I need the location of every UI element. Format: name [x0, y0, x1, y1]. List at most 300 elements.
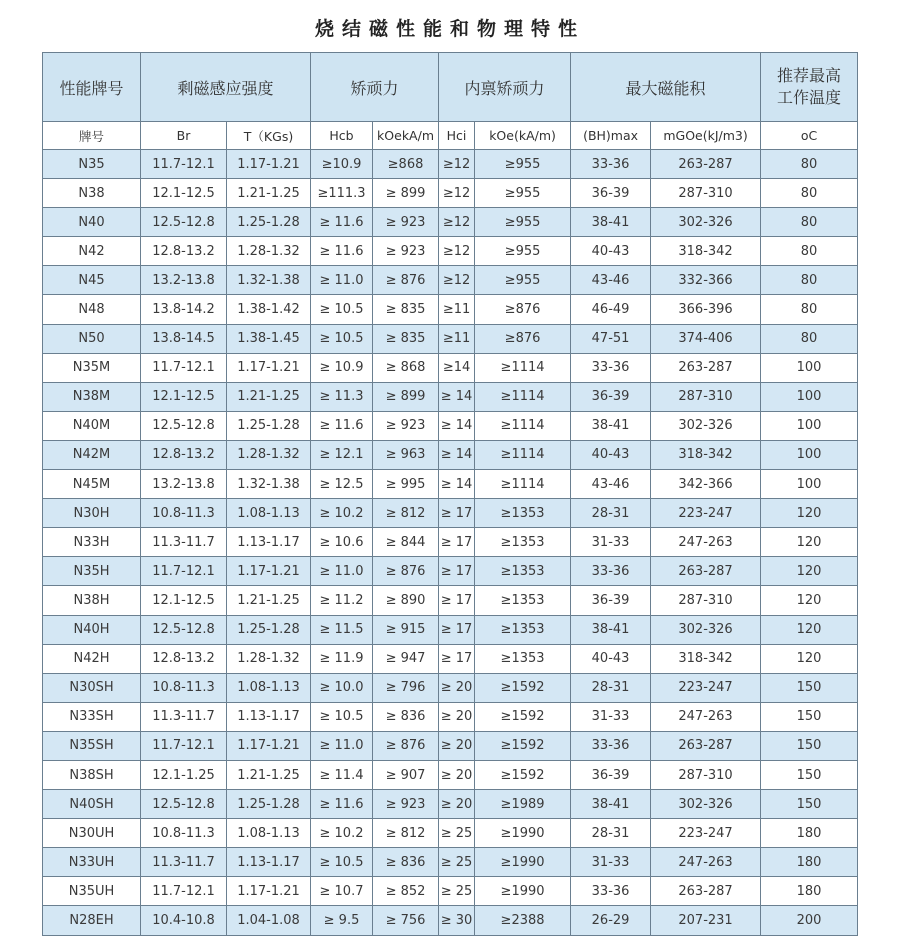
cell-br: 11.3-11.7 — [141, 702, 227, 731]
cell-mgoe: 263-287 — [651, 150, 761, 179]
cell-hcb-koe: ≥ 876 — [373, 266, 439, 295]
cell-mgoe: 287-310 — [651, 586, 761, 615]
cell-hci-koe: ≥2388 — [475, 906, 571, 935]
cell-mgoe: 247-263 — [651, 702, 761, 731]
cell-hci-koe: ≥1989 — [475, 790, 571, 819]
table-row — [43, 877, 858, 906]
cell-br: 10.4-10.8 — [141, 906, 227, 935]
cell-bhmax: 40-43 — [571, 644, 651, 673]
cell-temp: 150 — [761, 702, 858, 731]
cell-hcb: ≥ 10.2 — [311, 819, 373, 848]
cell-br: 12.8-13.2 — [141, 644, 227, 673]
cell-hcb-koe: ≥ 844 — [373, 528, 439, 557]
cell-grade: N30SH — [43, 673, 141, 702]
cell-hci: ≥ 17 — [439, 499, 475, 528]
cell-temp: 80 — [761, 266, 858, 295]
cell-hci-koe: ≥1353 — [475, 557, 571, 586]
cell-br: 11.3-11.7 — [141, 848, 227, 877]
cell-temp: 80 — [761, 179, 858, 208]
cell-t: 1.08-1.13 — [227, 673, 311, 702]
cell-temp: 120 — [761, 499, 858, 528]
cell-hci: ≥12 — [439, 179, 475, 208]
cell-grade: N45 — [43, 266, 141, 295]
cell-hcb: ≥ 11.6 — [311, 237, 373, 266]
cell-br: 12.8-13.2 — [141, 440, 227, 469]
cell-temp: 120 — [761, 586, 858, 615]
cell-t: 1.21-1.25 — [227, 760, 311, 789]
cell-hcb: ≥ 10.6 — [311, 528, 373, 557]
cell-hcb: ≥ 11.3 — [311, 382, 373, 411]
cell-mgoe: 374-406 — [651, 324, 761, 353]
cell-hcb: ≥ 11.4 — [311, 760, 373, 789]
cell-mgoe: 287-310 — [651, 760, 761, 789]
cell-bhmax: 43-46 — [571, 470, 651, 499]
cell-hci: ≥ 20 — [439, 673, 475, 702]
cell-hci-koe: ≥876 — [475, 324, 571, 353]
cell-bhmax: 31-33 — [571, 702, 651, 731]
cell-grade: N30UH — [43, 819, 141, 848]
cell-hci: ≥ 14 — [439, 470, 475, 499]
cell-br: 12.5-12.8 — [141, 208, 227, 237]
cell-br: 12.5-12.8 — [141, 615, 227, 644]
cell-hcb-koe: ≥ 899 — [373, 382, 439, 411]
cell-hci: ≥11 — [439, 295, 475, 324]
cell-temp: 100 — [761, 411, 858, 440]
cell-hcb: ≥ 11.9 — [311, 644, 373, 673]
cell-mgoe: 287-310 — [651, 179, 761, 208]
table-row — [43, 150, 858, 179]
cell-hci-koe: ≥1592 — [475, 731, 571, 760]
cell-hci: ≥ 20 — [439, 702, 475, 731]
cell-hcb: ≥ 11.6 — [311, 790, 373, 819]
cell-hci-koe: ≥955 — [475, 266, 571, 295]
table-row — [43, 295, 858, 324]
cell-hci-koe: ≥955 — [475, 179, 571, 208]
cell-hci-koe: ≥1114 — [475, 470, 571, 499]
table-row — [43, 906, 858, 935]
cell-hcb: ≥ 10.0 — [311, 673, 373, 702]
table-row — [43, 848, 858, 877]
cell-hcb: ≥ 9.5 — [311, 906, 373, 935]
cell-br: 11.3-11.7 — [141, 528, 227, 557]
cell-t: 1.08-1.13 — [227, 499, 311, 528]
cell-hcb-koe: ≥ 836 — [373, 702, 439, 731]
cell-mgoe: 263-287 — [651, 353, 761, 382]
cell-bhmax: 28-31 — [571, 499, 651, 528]
header-remanence: 剩磁感应强度 — [141, 53, 311, 122]
cell-hcb-koe: ≥ 812 — [373, 499, 439, 528]
header-max-temp-line2: 工作温度 — [777, 88, 842, 107]
cell-temp: 80 — [761, 237, 858, 266]
cell-br: 11.7-12.1 — [141, 877, 227, 906]
cell-t: 1.17-1.21 — [227, 150, 311, 179]
cell-hcb: ≥ 11.6 — [311, 208, 373, 237]
cell-grade: N35M — [43, 353, 141, 382]
table-row — [43, 673, 858, 702]
cell-br: 11.7-12.1 — [141, 150, 227, 179]
cell-hcb-koe: ≥ 876 — [373, 731, 439, 760]
cell-temp: 120 — [761, 557, 858, 586]
cell-hcb-koe: ≥ 890 — [373, 586, 439, 615]
cell-hcb-koe: ≥ 923 — [373, 790, 439, 819]
table-row — [43, 586, 858, 615]
cell-t: 1.21-1.25 — [227, 179, 311, 208]
cell-t: 1.28-1.32 — [227, 440, 311, 469]
cell-hci: ≥ 25 — [439, 848, 475, 877]
cell-hci-koe: ≥1114 — [475, 353, 571, 382]
cell-hci-koe: ≥1353 — [475, 644, 571, 673]
cell-grade: N48 — [43, 295, 141, 324]
cell-mgoe: 302-326 — [651, 615, 761, 644]
cell-t: 1.17-1.21 — [227, 877, 311, 906]
cell-hci-koe: ≥955 — [475, 208, 571, 237]
cell-bhmax: 38-41 — [571, 790, 651, 819]
cell-temp: 80 — [761, 208, 858, 237]
header-row — [43, 53, 858, 122]
cell-br: 12.1-1.25 — [141, 760, 227, 789]
cell-mgoe: 263-287 — [651, 557, 761, 586]
header-max-temp-line1: 推荐最高 — [777, 66, 842, 85]
cell-bhmax: 38-41 — [571, 411, 651, 440]
cell-hcb: ≥ 11.2 — [311, 586, 373, 615]
cell-temp: 120 — [761, 615, 858, 644]
cell-hcb-koe: ≥ 923 — [373, 411, 439, 440]
cell-hci: ≥ 17 — [439, 586, 475, 615]
cell-hcb: ≥ 12.5 — [311, 470, 373, 499]
table-row — [43, 702, 858, 731]
cell-grade: N42 — [43, 237, 141, 266]
cell-t: 1.25-1.28 — [227, 411, 311, 440]
cell-hci: ≥ 20 — [439, 760, 475, 789]
cell-hcb: ≥ 12.1 — [311, 440, 373, 469]
cell-t: 1.13-1.17 — [227, 848, 311, 877]
cell-br: 13.8-14.5 — [141, 324, 227, 353]
table-row — [43, 237, 858, 266]
cell-t: 1.25-1.28 — [227, 615, 311, 644]
cell-grade: N28EH — [43, 906, 141, 935]
cell-hcb-koe: ≥ 852 — [373, 877, 439, 906]
table-row — [43, 353, 858, 382]
cell-hci: ≥ 17 — [439, 528, 475, 557]
unit-temp: oC — [761, 122, 858, 150]
cell-hci-koe: ≥1353 — [475, 586, 571, 615]
cell-hci-koe: ≥1990 — [475, 877, 571, 906]
cell-bhmax: 36-39 — [571, 382, 651, 411]
cell-temp: 120 — [761, 644, 858, 673]
cell-hcb: ≥ 10.2 — [311, 499, 373, 528]
cell-hcb-koe: ≥ 915 — [373, 615, 439, 644]
cell-t: 1.17-1.21 — [227, 353, 311, 382]
unit-mgoe: mGOe(kJ/m3) — [651, 122, 761, 150]
cell-hcb: ≥ 10.9 — [311, 353, 373, 382]
cell-hcb-koe: ≥ 835 — [373, 295, 439, 324]
cell-hcb-koe: ≥ 899 — [373, 179, 439, 208]
header-hci: 内禀矫顽力 — [439, 53, 571, 122]
unit-hci: Hci — [439, 122, 475, 150]
table-row — [43, 731, 858, 760]
cell-hcb: ≥ 10.7 — [311, 877, 373, 906]
unit-br: Br — [141, 122, 227, 150]
cell-hci: ≥14 — [439, 353, 475, 382]
cell-hcb-koe: ≥ 876 — [373, 557, 439, 586]
unit-row — [43, 122, 858, 150]
cell-mgoe: 287-310 — [651, 382, 761, 411]
cell-grade: N33UH — [43, 848, 141, 877]
cell-temp: 100 — [761, 353, 858, 382]
table-row — [43, 411, 858, 440]
cell-t: 1.08-1.13 — [227, 819, 311, 848]
cell-bhmax: 33-36 — [571, 877, 651, 906]
header-bhmax: 最大磁能积 — [571, 53, 761, 122]
table-row — [43, 615, 858, 644]
cell-grade: N40H — [43, 615, 141, 644]
cell-hci: ≥ 17 — [439, 557, 475, 586]
cell-hcb-koe: ≥ 963 — [373, 440, 439, 469]
cell-grade: N35H — [43, 557, 141, 586]
cell-br: 12.1-12.5 — [141, 179, 227, 208]
cell-hci-koe: ≥1592 — [475, 702, 571, 731]
cell-br: 10.8-11.3 — [141, 819, 227, 848]
cell-br: 13.2-13.8 — [141, 266, 227, 295]
cell-hci-koe: ≥1353 — [475, 615, 571, 644]
cell-grade: N40SH — [43, 790, 141, 819]
cell-temp: 150 — [761, 673, 858, 702]
cell-hci: ≥ 30 — [439, 906, 475, 935]
cell-t: 1.21-1.25 — [227, 382, 311, 411]
table-row — [43, 179, 858, 208]
cell-hcb: ≥111.3 — [311, 179, 373, 208]
cell-hci-koe: ≥1353 — [475, 528, 571, 557]
cell-br: 12.1-12.5 — [141, 586, 227, 615]
cell-hci: ≥ 14 — [439, 440, 475, 469]
cell-grade: N38H — [43, 586, 141, 615]
table-row — [43, 499, 858, 528]
cell-hci-koe: ≥955 — [475, 150, 571, 179]
cell-grade: N30H — [43, 499, 141, 528]
cell-mgoe: 366-396 — [651, 295, 761, 324]
cell-hci-koe: ≥1592 — [475, 760, 571, 789]
cell-mgoe: 318-342 — [651, 440, 761, 469]
unit-bhmax: (BH)max — [571, 122, 651, 150]
cell-hcb-koe: ≥ 756 — [373, 906, 439, 935]
table-row — [43, 470, 858, 499]
cell-temp: 150 — [761, 731, 858, 760]
cell-bhmax: 33-36 — [571, 557, 651, 586]
cell-hcb-koe: ≥ 868 — [373, 353, 439, 382]
cell-bhmax: 31-33 — [571, 528, 651, 557]
cell-t: 1.17-1.21 — [227, 731, 311, 760]
header-max-temp — [761, 53, 858, 122]
cell-hci: ≥ 20 — [439, 790, 475, 819]
cell-hcb: ≥ 11.0 — [311, 731, 373, 760]
cell-hci: ≥ 17 — [439, 644, 475, 673]
cell-bhmax: 47-51 — [571, 324, 651, 353]
table-row — [43, 382, 858, 411]
cell-br: 12.5-12.8 — [141, 790, 227, 819]
cell-mgoe: 263-287 — [651, 877, 761, 906]
cell-hcb-koe: ≥ 796 — [373, 673, 439, 702]
cell-bhmax: 28-31 — [571, 819, 651, 848]
cell-hci-koe: ≥1990 — [475, 848, 571, 877]
table-row — [43, 819, 858, 848]
cell-hci-koe: ≥1114 — [475, 440, 571, 469]
table-row — [43, 324, 858, 353]
cell-mgoe: 318-342 — [651, 237, 761, 266]
cell-mgoe: 223-247 — [651, 819, 761, 848]
table-row — [43, 528, 858, 557]
cell-br: 10.8-11.3 — [141, 673, 227, 702]
cell-temp: 80 — [761, 150, 858, 179]
cell-t: 1.25-1.28 — [227, 208, 311, 237]
cell-mgoe: 302-326 — [651, 208, 761, 237]
cell-temp: 200 — [761, 906, 858, 935]
cell-mgoe: 342-366 — [651, 470, 761, 499]
cell-grade: N45M — [43, 470, 141, 499]
cell-bhmax: 40-43 — [571, 237, 651, 266]
cell-br: 12.8-13.2 — [141, 237, 227, 266]
cell-t: 1.28-1.32 — [227, 644, 311, 673]
cell-br: 10.8-11.3 — [141, 499, 227, 528]
cell-t: 1.13-1.17 — [227, 528, 311, 557]
cell-bhmax: 36-39 — [571, 586, 651, 615]
cell-br: 13.2-13.8 — [141, 470, 227, 499]
cell-bhmax: 33-36 — [571, 150, 651, 179]
cell-hcb: ≥ 11.5 — [311, 615, 373, 644]
cell-bhmax: 40-43 — [571, 440, 651, 469]
unit-hci-koe: kOe(kA/m) — [475, 122, 571, 150]
cell-grade: N42H — [43, 644, 141, 673]
table-row — [43, 266, 858, 295]
cell-hcb-koe: ≥ 812 — [373, 819, 439, 848]
cell-hci-koe: ≥1114 — [475, 411, 571, 440]
cell-mgoe: 223-247 — [651, 499, 761, 528]
cell-bhmax: 33-36 — [571, 353, 651, 382]
cell-hcb-koe: ≥ 947 — [373, 644, 439, 673]
cell-temp: 180 — [761, 848, 858, 877]
cell-bhmax: 33-36 — [571, 731, 651, 760]
table-body — [43, 150, 858, 936]
cell-hcb-koe: ≥ 835 — [373, 324, 439, 353]
header-hcb: 矫顽力 — [311, 53, 439, 122]
cell-hcb-koe: ≥ 995 — [373, 470, 439, 499]
cell-hci-koe: ≥1990 — [475, 819, 571, 848]
cell-temp: 100 — [761, 470, 858, 499]
cell-hci: ≥12 — [439, 208, 475, 237]
cell-hci: ≥12 — [439, 150, 475, 179]
cell-mgoe: 332-366 — [651, 266, 761, 295]
cell-mgoe: 247-263 — [651, 848, 761, 877]
cell-hcb-koe: ≥ 923 — [373, 208, 439, 237]
cell-bhmax: 46-49 — [571, 295, 651, 324]
table-row — [43, 440, 858, 469]
cell-temp: 150 — [761, 760, 858, 789]
cell-hcb-koe: ≥ 923 — [373, 237, 439, 266]
cell-hci-koe: ≥955 — [475, 237, 571, 266]
cell-bhmax: 43-46 — [571, 266, 651, 295]
cell-br: 11.7-12.1 — [141, 557, 227, 586]
cell-hcb: ≥ 10.5 — [311, 702, 373, 731]
cell-hci: ≥ 14 — [439, 411, 475, 440]
cell-grade: N33SH — [43, 702, 141, 731]
unit-grade: 牌号 — [43, 122, 141, 150]
cell-hci: ≥ 20 — [439, 731, 475, 760]
cell-bhmax: 36-39 — [571, 760, 651, 789]
cell-t: 1.04-1.08 — [227, 906, 311, 935]
cell-temp: 180 — [761, 819, 858, 848]
cell-hci-koe: ≥1353 — [475, 499, 571, 528]
cell-t: 1.32-1.38 — [227, 266, 311, 295]
cell-t: 1.25-1.28 — [227, 790, 311, 819]
cell-grade: N38SH — [43, 760, 141, 789]
cell-mgoe: 207-231 — [651, 906, 761, 935]
cell-hcb-koe: ≥868 — [373, 150, 439, 179]
cell-temp: 180 — [761, 877, 858, 906]
cell-hci: ≥12 — [439, 237, 475, 266]
cell-grade: N35 — [43, 150, 141, 179]
cell-hci: ≥ 25 — [439, 819, 475, 848]
cell-mgoe: 302-326 — [651, 790, 761, 819]
cell-temp: 150 — [761, 790, 858, 819]
table-row — [43, 790, 858, 819]
cell-grade: N42M — [43, 440, 141, 469]
cell-br: 12.5-12.8 — [141, 411, 227, 440]
cell-mgoe: 263-287 — [651, 731, 761, 760]
unit-t: T（KGs) — [227, 122, 311, 150]
cell-hci-koe: ≥1592 — [475, 673, 571, 702]
cell-t: 1.32-1.38 — [227, 470, 311, 499]
unit-hcb: Hcb — [311, 122, 373, 150]
unit-hcb-koe: kOekA/m — [373, 122, 439, 150]
magnet-properties-table — [42, 52, 858, 936]
cell-temp: 100 — [761, 440, 858, 469]
cell-hcb: ≥10.9 — [311, 150, 373, 179]
cell-hci: ≥12 — [439, 266, 475, 295]
cell-hci: ≥ 14 — [439, 382, 475, 411]
cell-hcb: ≥ 11.0 — [311, 266, 373, 295]
cell-grade: N50 — [43, 324, 141, 353]
header-grade: 性能牌号 — [43, 53, 141, 122]
cell-br: 12.1-12.5 — [141, 382, 227, 411]
cell-temp: 120 — [761, 528, 858, 557]
cell-hcb-koe: ≥ 836 — [373, 848, 439, 877]
table-row — [43, 644, 858, 673]
table-row — [43, 557, 858, 586]
cell-mgoe: 223-247 — [651, 673, 761, 702]
cell-br: 11.7-12.1 — [141, 731, 227, 760]
cell-grade: N33H — [43, 528, 141, 557]
cell-t: 1.38-1.45 — [227, 324, 311, 353]
cell-grade: N40M — [43, 411, 141, 440]
cell-grade: N35UH — [43, 877, 141, 906]
cell-bhmax: 28-31 — [571, 673, 651, 702]
cell-hci: ≥ 25 — [439, 877, 475, 906]
cell-mgoe: 302-326 — [651, 411, 761, 440]
table-row — [43, 760, 858, 789]
cell-hcb: ≥ 10.5 — [311, 848, 373, 877]
cell-t: 1.21-1.25 — [227, 586, 311, 615]
table-row — [43, 208, 858, 237]
page-title: 烧结磁性能和物理特性 — [314, 18, 585, 40]
cell-mgoe: 247-263 — [651, 528, 761, 557]
cell-t: 1.17-1.21 — [227, 557, 311, 586]
cell-hcb: ≥ 10.5 — [311, 324, 373, 353]
cell-br: 11.7-12.1 — [141, 353, 227, 382]
cell-hcb: ≥ 11.6 — [311, 411, 373, 440]
cell-bhmax: 36-39 — [571, 179, 651, 208]
cell-grade: N35SH — [43, 731, 141, 760]
cell-grade: N38 — [43, 179, 141, 208]
cell-hci-koe: ≥876 — [475, 295, 571, 324]
